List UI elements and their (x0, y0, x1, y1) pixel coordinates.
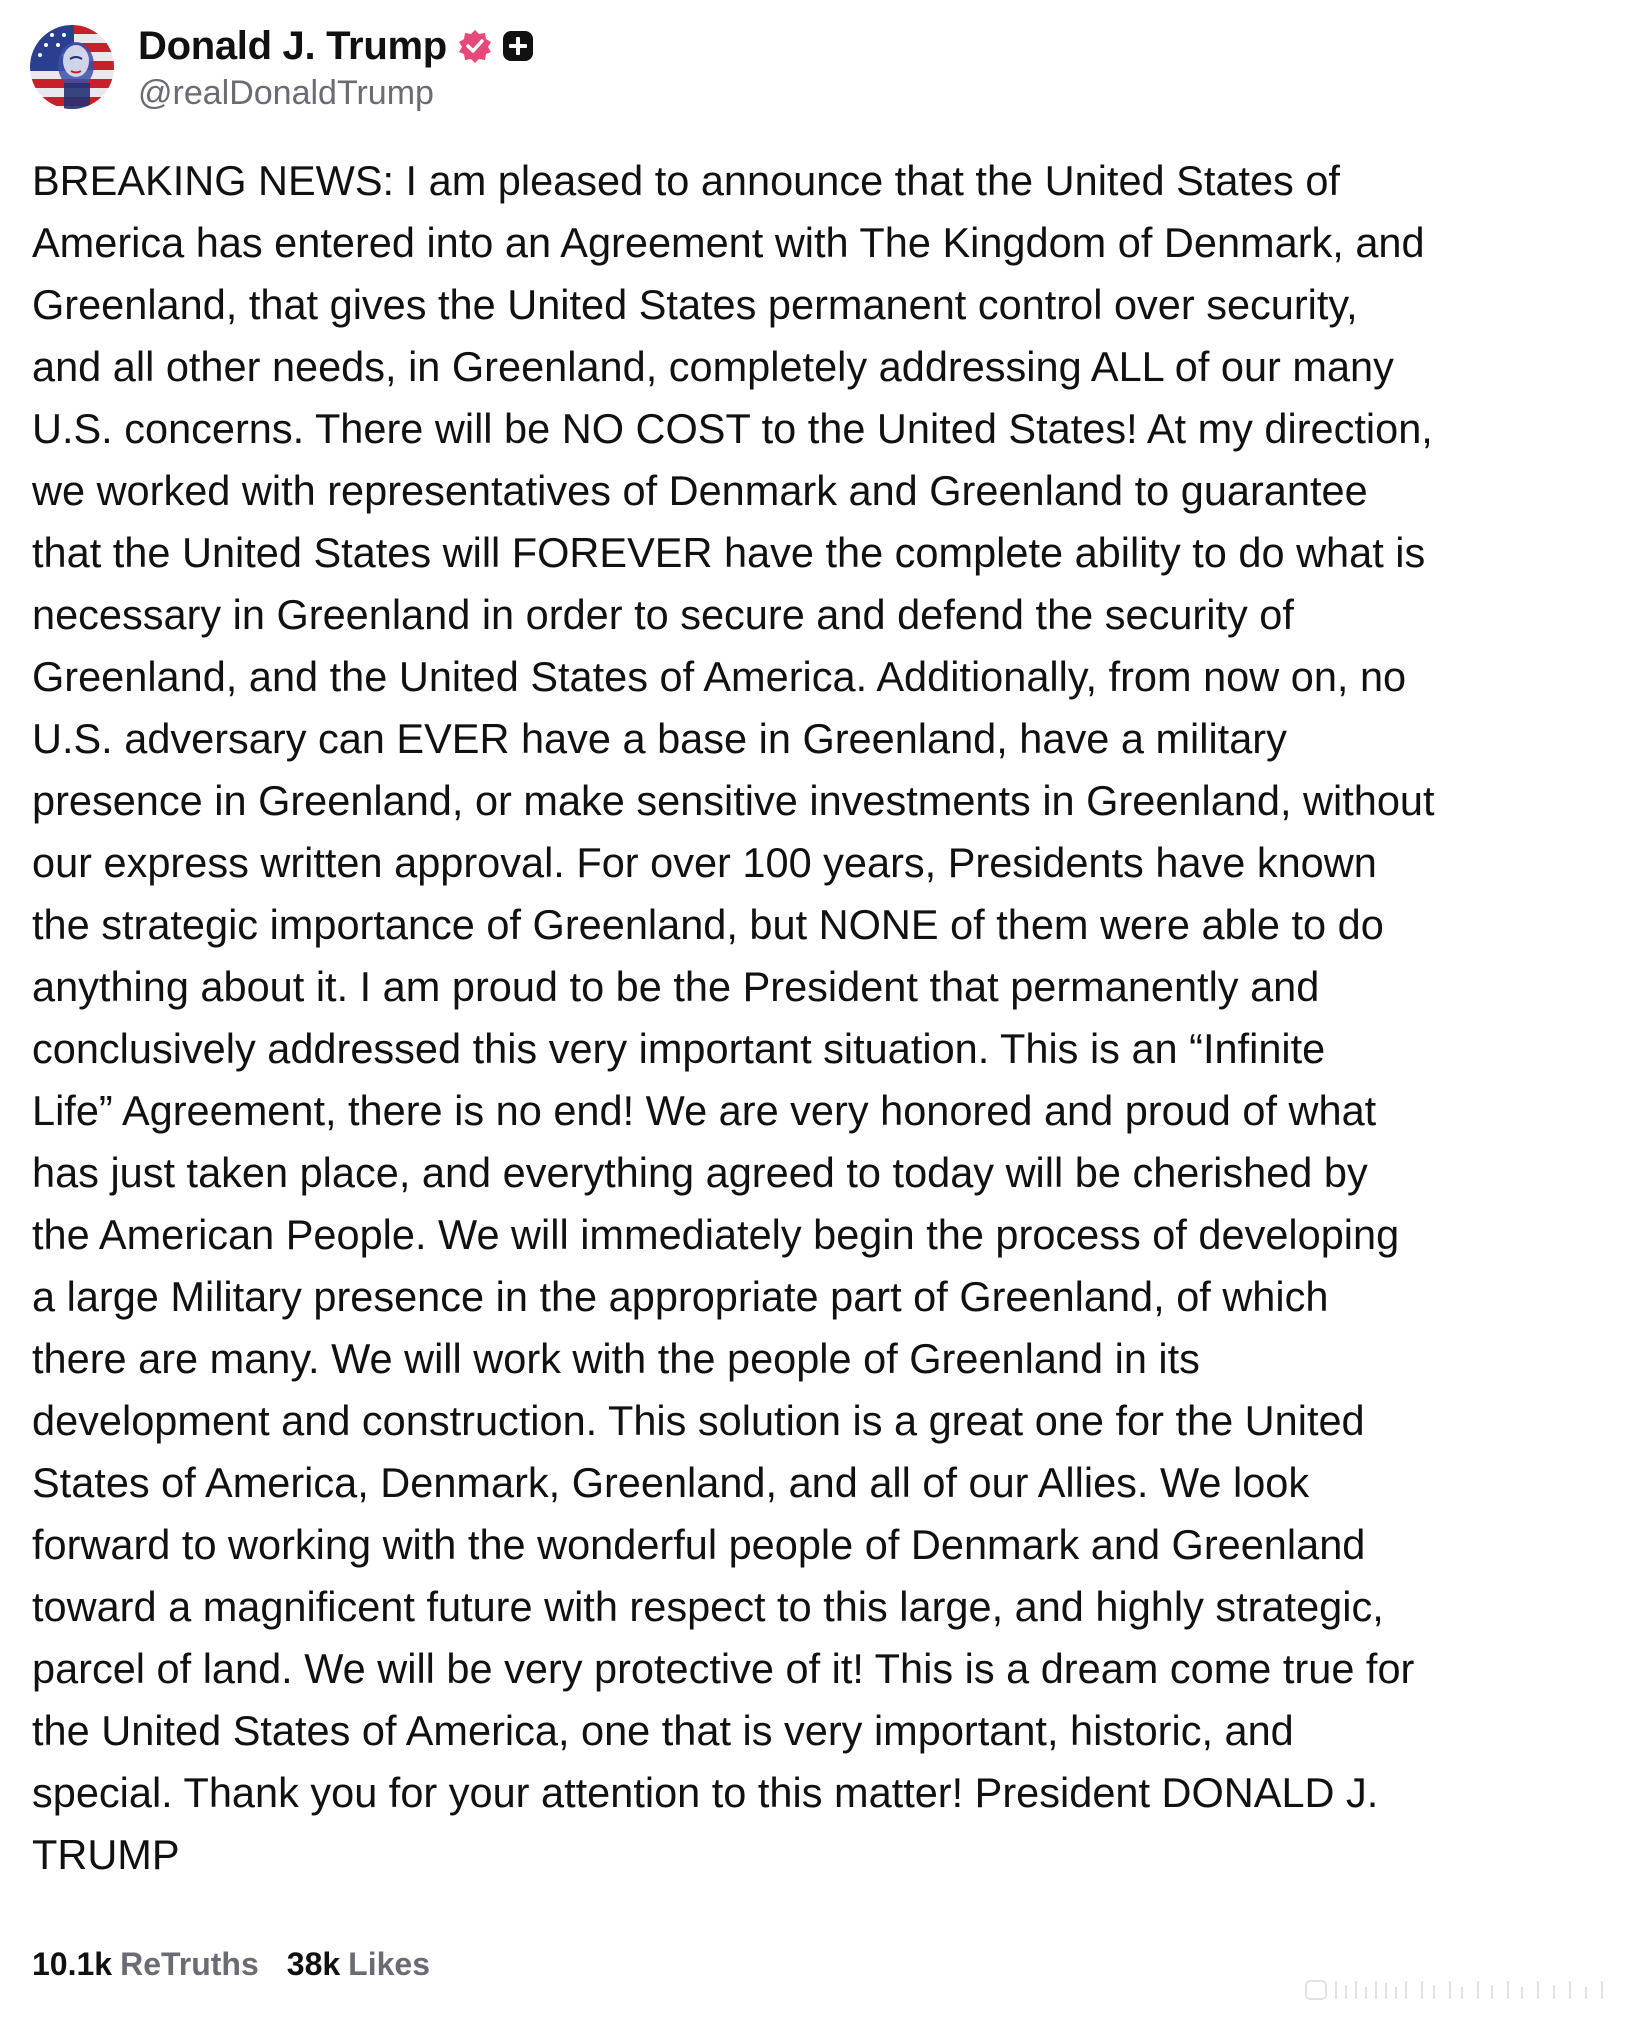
plus-badge-icon (501, 29, 535, 63)
verified-badge-icon (457, 28, 493, 64)
retruths-count: 10.1k (32, 1946, 113, 1982)
post-body-line: BREAKING NEWS: I am pleased to announce that the United States of (32, 157, 1340, 204)
post-body-line: toward a magnificent future with respect to this large, and highly strategic, (32, 1583, 1384, 1630)
post-body-line: has just taken place, and everything agreed to today will be cherished by (32, 1149, 1368, 1196)
name-row (138, 20, 535, 72)
likes-label: Likes (348, 1946, 430, 1982)
post-body (32, 150, 1617, 1886)
post-header (30, 20, 535, 113)
post-body-line: Greenland, that gives the United States permanent control over security, (32, 281, 1358, 328)
likes-stat[interactable] (287, 1946, 430, 1983)
avatar[interactable] (30, 25, 114, 109)
post-body-line: TRUMP (32, 1831, 180, 1878)
post-body-line: Greenland, and the United States of America. Additionally, from now on, no (32, 653, 1407, 700)
post-body-line: development and construction. This solution is a great one for the United (32, 1397, 1365, 1444)
post-body-line: and all other needs, in Greenland, completely addressing ALL of our many (32, 343, 1394, 390)
post-body-line: necessary in Greenland in order to secure and defend the security of (32, 591, 1294, 638)
post-body-line: a large Military presence in the appropriate part of Greenland, of which (32, 1273, 1329, 1320)
post-body-line: anything about it. I am proud to be the President that permanently and (32, 963, 1320, 1010)
display-name[interactable]: Donald J. Trump (138, 23, 447, 68)
post-body-line: America has entered into an Agreement with The Kingdom of Denmark, and (32, 219, 1425, 266)
post-body-line: the American People. We will immediately begin the process of developing (32, 1211, 1400, 1258)
post-body-line: forward to working with the wonderful people of Denmark and Greenland (32, 1521, 1366, 1568)
likes-count: 38k (286, 1946, 341, 1982)
watermark-icon (1302, 1975, 1622, 2005)
post-body-line: presence in Greenland, or make sensitive investments in Greenland, without (32, 777, 1435, 824)
author-names (138, 20, 535, 113)
post-body-line: that the United States will FOREVER have the complete ability to do what is (32, 529, 1426, 576)
post-body-line: conclusively addressed this very important situation. This is an “Infinite (32, 1025, 1326, 1072)
post-body-line: special. Thank you for your attention to this matter! President DONALD J. (32, 1769, 1379, 1816)
post-body-line: U.S. adversary can EVER have a base in Greenland, have a military (32, 715, 1287, 762)
post-stats (32, 1946, 458, 1983)
post-body-line: we worked with representatives of Denmark and Greenland to guarantee (32, 467, 1368, 514)
post-body-line: parcel of land. We will be very protective of it! This is a dream come true for (32, 1645, 1415, 1692)
post-body-line: States of America, Denmark, Greenland, and all of our Allies. We look (32, 1459, 1310, 1506)
author-handle[interactable]: @realDonaldTrump (138, 74, 434, 112)
post-body-line: our express written approval. For over 100 years, Presidents have known (32, 839, 1377, 886)
post-body-line: Life” Agreement, there is no end! We are very honored and proud of what (32, 1087, 1377, 1134)
avatar-flag-portrait-icon (30, 25, 114, 109)
post-body-line: the United States of America, one that is very important, historic, and (32, 1707, 1294, 1754)
post-body-line: there are many. We will work with the people of Greenland in its (32, 1335, 1200, 1382)
retruths-label: ReTruths (120, 1946, 259, 1982)
post-body-line: U.S. concerns. There will be NO COST to the United States! At my direction, (32, 405, 1433, 452)
retruths-stat[interactable] (32, 1946, 259, 1983)
post-body-line: the strategic importance of Greenland, but NONE of them were able to do (32, 901, 1384, 948)
